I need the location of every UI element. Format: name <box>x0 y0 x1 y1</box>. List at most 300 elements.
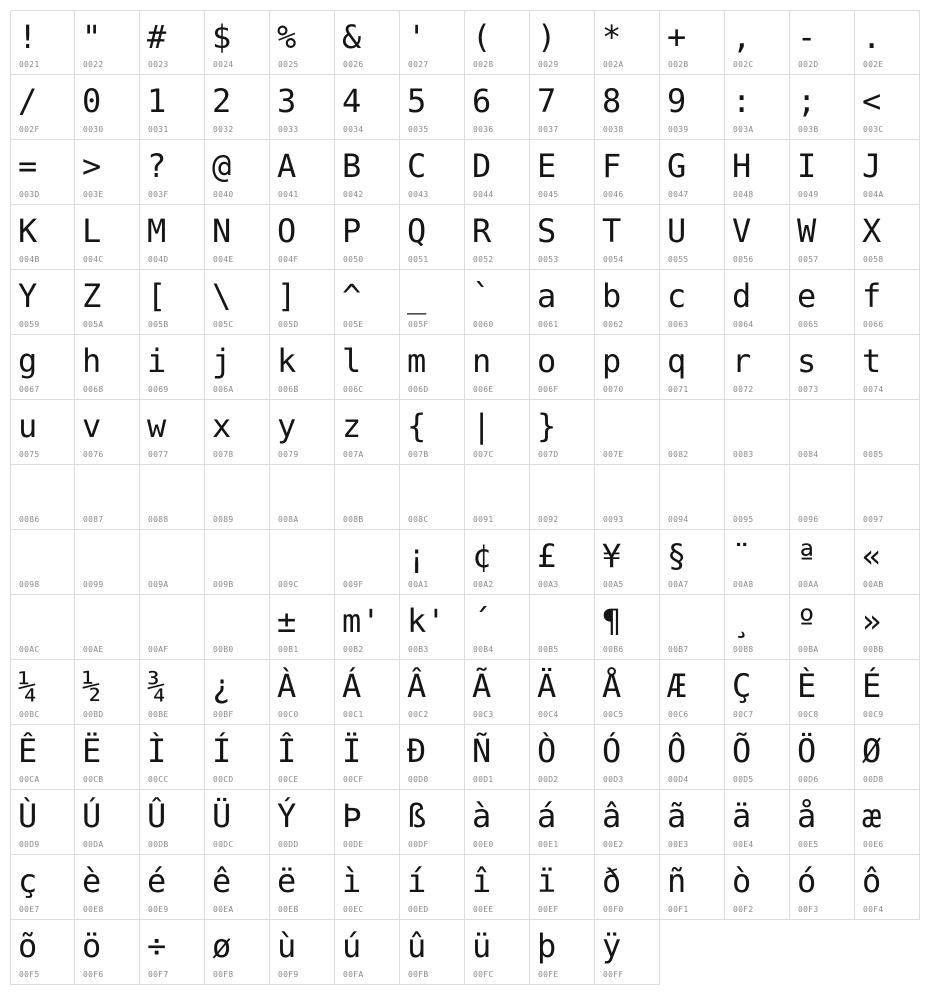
glyph-codepoint-label: 00AF <box>148 645 169 654</box>
glyph-character: Ü <box>212 797 232 835</box>
glyph-codepoint-label: 00C1 <box>343 710 364 719</box>
glyph-character: 9 <box>667 82 687 120</box>
glyph-cell <box>790 335 855 400</box>
glyph-codepoint-label: 0024 <box>213 60 234 69</box>
glyph-cell <box>75 530 140 595</box>
glyph-cell <box>10 920 75 985</box>
glyph-codepoint-label: 00D4 <box>668 775 689 784</box>
glyph-cell <box>140 400 205 465</box>
glyph-codepoint-label: 0073 <box>798 385 819 394</box>
glyph-cell <box>595 400 660 465</box>
glyph-cell <box>660 595 725 660</box>
glyph-codepoint-label: 007C <box>473 450 494 459</box>
glyph-character: f <box>862 277 882 315</box>
glyph-cell <box>790 660 855 725</box>
glyph-cell <box>660 140 725 205</box>
glyph-codepoint-label: 009C <box>278 580 299 589</box>
glyph-character: d <box>732 277 752 315</box>
glyph-character: Á <box>342 667 362 705</box>
glyph-character: 2 <box>212 82 232 120</box>
glyph-codepoint-label: 009B <box>213 580 234 589</box>
glyph-cell <box>855 140 920 205</box>
glyph-cell <box>400 920 465 985</box>
glyph-cell <box>465 465 530 530</box>
glyph-codepoint-label: 00D2 <box>538 775 559 784</box>
glyph-cell <box>335 75 400 140</box>
glyph-cell <box>595 140 660 205</box>
glyph-codepoint-label: 003D <box>19 190 40 199</box>
glyph-character: Ö <box>797 732 817 770</box>
glyph-cell <box>855 205 920 270</box>
glyph-character: R <box>472 212 492 250</box>
glyph-character: Ð <box>407 732 427 770</box>
glyph-character: Ù <box>18 797 38 835</box>
glyph-cell <box>530 75 595 140</box>
glyph-cell <box>790 205 855 270</box>
glyph-character: / <box>18 82 38 120</box>
glyph-cell <box>10 335 75 400</box>
glyph-codepoint-label: 00DF <box>408 840 429 849</box>
glyph-character: Â <box>407 667 427 705</box>
glyph-character: = <box>18 147 38 185</box>
glyph-character: ø <box>212 927 232 965</box>
glyph-character: ù <box>277 927 297 965</box>
glyph-codepoint-label: 00C4 <box>538 710 559 719</box>
glyph-codepoint-label: 00F9 <box>278 970 299 979</box>
glyph-character: $ <box>212 18 232 56</box>
glyph-character: ¡ <box>407 537 427 575</box>
glyph-codepoint-label: 009A <box>148 580 169 589</box>
glyph-codepoint-label: 006C <box>343 385 364 394</box>
glyph-codepoint-label: 00CD <box>213 775 234 784</box>
glyph-codepoint-label: 00D9 <box>19 840 40 849</box>
glyph-character: ü <box>472 927 492 965</box>
glyph-cell <box>335 335 400 400</box>
glyph-cell <box>75 855 140 920</box>
glyph-codepoint-label: 00BC <box>19 710 40 719</box>
glyph-character: Ô <box>667 732 687 770</box>
glyph-codepoint-label: 0069 <box>148 385 169 394</box>
glyph-character: ± <box>277 602 297 640</box>
glyph-cell <box>855 10 920 75</box>
glyph-character: Å <box>602 667 622 705</box>
glyph-character: < <box>862 82 882 120</box>
glyph-codepoint-label: 0070 <box>603 385 624 394</box>
glyph-character: à <box>472 797 492 835</box>
glyph-character: ò <box>732 862 752 900</box>
glyph-codepoint-label: 00B6 <box>603 645 624 654</box>
glyph-cell <box>465 10 530 75</box>
glyph-codepoint-label: 004E <box>213 255 234 264</box>
glyph-codepoint-label: 00EF <box>538 905 559 914</box>
glyph-codepoint-label: 005B <box>148 320 169 329</box>
glyph-cell <box>140 140 205 205</box>
glyph-codepoint-label: 0075 <box>19 450 40 459</box>
glyph-character: À <box>277 667 297 705</box>
glyph-character: ! <box>18 18 38 56</box>
glyph-cell <box>725 855 790 920</box>
glyph-cell <box>270 530 335 595</box>
glyph-codepoint-label: 002C <box>733 60 754 69</box>
glyph-character: è <box>82 862 102 900</box>
glyph-codepoint-label: 004C <box>83 255 104 264</box>
glyph-character: [ <box>147 277 167 315</box>
glyph-character: ] <box>277 277 297 315</box>
glyph-cell <box>595 465 660 530</box>
glyph-codepoint-label: 0049 <box>798 190 819 199</box>
glyph-cell <box>595 335 660 400</box>
glyph-cell <box>660 725 725 790</box>
glyph-codepoint-label: 0057 <box>798 255 819 264</box>
glyph-cell <box>205 465 270 530</box>
glyph-cell <box>10 725 75 790</box>
glyph-character: å <box>797 797 817 835</box>
glyph-cell <box>205 270 270 335</box>
glyph-cell <box>400 205 465 270</box>
glyph-cell <box>855 530 920 595</box>
glyph-cell <box>530 400 595 465</box>
glyph-character: @ <box>212 147 232 185</box>
glyph-codepoint-label: 0032 <box>213 125 234 134</box>
glyph-cell <box>270 465 335 530</box>
glyph-character: G <box>667 147 687 185</box>
glyph-codepoint-label: 0076 <box>83 450 104 459</box>
glyph-cell <box>335 530 400 595</box>
glyph-cell <box>660 530 725 595</box>
glyph-cell <box>660 400 725 465</box>
glyph-cell <box>660 790 725 855</box>
glyph-character: Ì <box>147 732 167 770</box>
glyph-cell <box>205 140 270 205</box>
glyph-cell <box>400 10 465 75</box>
glyph-cell <box>790 270 855 335</box>
glyph-character: b <box>602 277 622 315</box>
glyph-codepoint-label: 003A <box>733 125 754 134</box>
glyph-character: Ã <box>472 667 492 705</box>
glyph-character: H <box>732 147 752 185</box>
glyph-character: p <box>602 342 622 380</box>
glyph-cell <box>205 335 270 400</box>
glyph-character: Ë <box>82 732 102 770</box>
glyph-codepoint-label: 0092 <box>538 515 559 524</box>
glyph-codepoint-label: 00B7 <box>668 645 689 654</box>
glyph-cell <box>595 595 660 660</box>
glyph-codepoint-label: 00B8 <box>733 645 754 654</box>
glyph-character: þ <box>537 927 557 965</box>
glyph-codepoint-label: 006D <box>408 385 429 394</box>
glyph-character: X <box>862 212 882 250</box>
glyph-cell <box>855 725 920 790</box>
glyph-codepoint-label: 00E3 <box>668 840 689 849</box>
glyph-cell <box>660 465 725 530</box>
glyph-codepoint-label: 007B <box>408 450 429 459</box>
glyph-character: k <box>277 342 297 380</box>
glyph-cell <box>335 270 400 335</box>
glyph-character: É <box>862 667 882 705</box>
glyph-character: } <box>537 407 557 445</box>
glyph-codepoint-label: 0026 <box>343 60 364 69</box>
glyph-codepoint-label: 0023 <box>148 60 169 69</box>
glyph-cell <box>595 270 660 335</box>
glyph-cell <box>75 920 140 985</box>
glyph-character: J <box>862 147 882 185</box>
glyph-character: : <box>732 82 752 120</box>
glyph-cell <box>530 335 595 400</box>
glyph-character: U <box>667 212 687 250</box>
glyph-cell <box>10 790 75 855</box>
glyph-cell <box>270 660 335 725</box>
glyph-character: _ <box>407 277 427 315</box>
glyph-codepoint-label: 0066 <box>863 320 884 329</box>
glyph-codepoint-label: 00B2 <box>343 645 364 654</box>
glyph-codepoint-label: 0037 <box>538 125 559 134</box>
glyph-cell <box>10 400 75 465</box>
glyph-codepoint-label: 0065 <box>798 320 819 329</box>
glyph-character: ô <box>862 862 882 900</box>
glyph-character: & <box>342 18 362 56</box>
glyph-codepoint-label: 00BD <box>83 710 104 719</box>
glyph-codepoint-label: 00DA <box>83 840 104 849</box>
glyph-character: o <box>537 342 557 380</box>
glyph-cell <box>335 660 400 725</box>
glyph-codepoint-label: 0068 <box>83 385 104 394</box>
glyph-codepoint-label: 00E6 <box>863 840 884 849</box>
glyph-codepoint-label: 00C7 <box>733 710 754 719</box>
glyph-cell <box>400 660 465 725</box>
glyph-codepoint-label: 00A5 <box>603 580 624 589</box>
glyph-cell <box>790 465 855 530</box>
glyph-codepoint-label: 00B0 <box>213 645 234 654</box>
glyph-codepoint-label: 00A3 <box>538 580 559 589</box>
glyph-codepoint-label: 00B1 <box>278 645 299 654</box>
glyph-character: Û <box>147 797 167 835</box>
glyph-character: ´ <box>472 602 492 640</box>
glyph-codepoint-label: 0084 <box>798 450 819 459</box>
glyph-character: 1 <box>147 82 167 120</box>
glyph-character: t <box>862 342 882 380</box>
glyph-character: ç <box>18 862 38 900</box>
glyph-cell <box>270 855 335 920</box>
glyph-character: S <box>537 212 557 250</box>
glyph-codepoint-label: 0071 <box>668 385 689 394</box>
glyph-codepoint-label: 0052 <box>473 255 494 264</box>
glyph-cell <box>270 595 335 660</box>
glyph-codepoint-label: 0063 <box>668 320 689 329</box>
glyph-codepoint-label: 00FB <box>408 970 429 979</box>
glyph-codepoint-label: 00FC <box>473 970 494 979</box>
glyph-character: Ç <box>732 667 752 705</box>
glyph-character: ¾ <box>147 667 167 705</box>
glyph-character: s <box>797 342 817 380</box>
glyph-cell <box>335 595 400 660</box>
glyph-cell <box>75 205 140 270</box>
glyph-codepoint-label: 0046 <box>603 190 624 199</box>
glyph-codepoint-label: 0079 <box>278 450 299 459</box>
glyph-cell <box>790 855 855 920</box>
glyph-cell <box>855 595 920 660</box>
glyph-character: « <box>862 537 882 575</box>
glyph-cell <box>270 75 335 140</box>
glyph-codepoint-label: 008C <box>408 515 429 524</box>
glyph-cell <box>855 270 920 335</box>
glyph-codepoint-label: 006E <box>473 385 494 394</box>
glyph-cell <box>660 660 725 725</box>
glyph-character: ö <box>82 927 102 965</box>
glyph-character: w <box>147 407 167 445</box>
glyph-character: Þ <box>342 797 362 835</box>
glyph-character: T <box>602 212 622 250</box>
glyph-cell <box>725 725 790 790</box>
glyph-codepoint-label: 004A <box>863 190 884 199</box>
glyph-cell <box>400 75 465 140</box>
glyph-cell <box>855 855 920 920</box>
glyph-character: ¥ <box>602 537 622 575</box>
glyph-character: Ú <box>82 797 102 835</box>
glyph-cell <box>595 725 660 790</box>
glyph-codepoint-label: 00A8 <box>733 580 754 589</box>
glyph-cell <box>465 855 530 920</box>
glyph-cell <box>855 465 920 530</box>
glyph-cell <box>465 335 530 400</box>
glyph-character: ÷ <box>147 927 167 965</box>
glyph-character: . <box>862 18 882 56</box>
glyph-character: - <box>797 18 817 56</box>
glyph-character: § <box>667 537 687 575</box>
glyph-codepoint-label: 00EE <box>473 905 494 914</box>
glyph-character: r <box>732 342 752 380</box>
glyph-cell <box>75 140 140 205</box>
glyph-character: > <box>82 147 102 185</box>
glyph-codepoint-label: 00F4 <box>863 905 884 914</box>
glyph-codepoint-label: 00C9 <box>863 710 884 719</box>
glyph-character: P <box>342 212 362 250</box>
glyph-codepoint-label: 0027 <box>408 60 429 69</box>
glyph-cell <box>725 10 790 75</box>
glyph-codepoint-label: 00CF <box>343 775 364 784</box>
glyph-cell <box>400 140 465 205</box>
glyph-character: Ê <box>18 732 38 770</box>
glyph-codepoint-label: 0086 <box>19 515 40 524</box>
glyph-codepoint-label: 0097 <box>863 515 884 524</box>
glyph-character: n <box>472 342 492 380</box>
glyph-cell <box>205 660 270 725</box>
glyph-cell <box>400 790 465 855</box>
glyph-cell <box>465 790 530 855</box>
glyph-cell <box>75 10 140 75</box>
glyph-cell <box>465 75 530 140</box>
glyph-codepoint-label: 00E7 <box>19 905 40 914</box>
glyph-character: ¸ <box>732 602 752 640</box>
glyph-cell <box>140 10 205 75</box>
glyph-character: v <box>82 407 102 445</box>
glyph-codepoint-label: 00C8 <box>798 710 819 719</box>
glyph-character: ª <box>797 537 817 575</box>
glyph-character: ¼ <box>18 667 38 705</box>
glyph-codepoint-label: 0096 <box>798 515 819 524</box>
glyph-character: z <box>342 407 362 445</box>
glyph-cell <box>595 10 660 75</box>
glyph-character: 6 <box>472 82 492 120</box>
glyph-character: ð <box>602 862 622 900</box>
glyph-codepoint-label: 0021 <box>19 60 40 69</box>
glyph-character: Ñ <box>472 732 492 770</box>
glyph-cell <box>595 205 660 270</box>
glyph-codepoint-label: 005C <box>213 320 234 329</box>
glyph-codepoint-label: 0095 <box>733 515 754 524</box>
glyph-codepoint-label: 00DB <box>148 840 169 849</box>
glyph-cell <box>10 530 75 595</box>
glyph-character: m <box>407 342 427 380</box>
glyph-codepoint-label: 00E0 <box>473 840 494 849</box>
glyph-codepoint-label: 005F <box>408 320 429 329</box>
glyph-character: ó <box>797 862 817 900</box>
glyph-cell <box>725 790 790 855</box>
glyph-codepoint-label: 0050 <box>343 255 364 264</box>
glyph-codepoint-label: 00D5 <box>733 775 754 784</box>
glyph-codepoint-label: 00EC <box>343 905 364 914</box>
glyph-cell <box>530 140 595 205</box>
glyph-character: é <box>147 862 167 900</box>
glyph-cell <box>270 205 335 270</box>
glyph-codepoint-label: 0088 <box>148 515 169 524</box>
glyph-cell <box>465 205 530 270</box>
glyph-cell <box>855 75 920 140</box>
glyph-character: y <box>277 407 297 445</box>
glyph-codepoint-label: 0053 <box>538 255 559 264</box>
glyph-cell <box>140 335 205 400</box>
glyph-codepoint-label: 0099 <box>83 580 104 589</box>
glyph-character: ú <box>342 927 362 965</box>
glyph-cell <box>270 920 335 985</box>
glyph-cell <box>725 400 790 465</box>
glyph-codepoint-label: 00FF <box>603 970 624 979</box>
glyph-character: { <box>407 407 427 445</box>
glyph-grid <box>10 10 920 985</box>
glyph-character: ` <box>472 277 492 315</box>
glyph-character: » <box>862 602 882 640</box>
glyph-character: I <box>797 147 817 185</box>
glyph-cell <box>10 855 75 920</box>
glyph-codepoint-label: 00F5 <box>19 970 40 979</box>
glyph-cell <box>465 725 530 790</box>
glyph-character: \ <box>212 277 232 315</box>
glyph-cell <box>725 205 790 270</box>
glyph-cell <box>465 270 530 335</box>
glyph-codepoint-label: 006A <box>213 385 234 394</box>
glyph-character: Ä <box>537 667 557 705</box>
glyph-codepoint-label: 0062 <box>603 320 624 329</box>
glyph-cell <box>10 10 75 75</box>
glyph-character: c <box>667 277 687 315</box>
glyph-cell <box>205 10 270 75</box>
glyph-cell <box>530 855 595 920</box>
glyph-cell <box>140 205 205 270</box>
glyph-cell <box>855 400 920 465</box>
glyph-cell <box>530 920 595 985</box>
glyph-codepoint-label: 00FE <box>538 970 559 979</box>
glyph-cell <box>725 465 790 530</box>
glyph-codepoint-label: 005E <box>343 320 364 329</box>
glyph-codepoint-label: 0064 <box>733 320 754 329</box>
glyph-character: A <box>277 147 297 185</box>
glyph-cell <box>530 530 595 595</box>
glyph-codepoint-label: 00B5 <box>538 645 559 654</box>
glyph-codepoint-label: 003E <box>83 190 104 199</box>
glyph-codepoint-label: 00DE <box>343 840 364 849</box>
glyph-character: l <box>342 342 362 380</box>
glyph-codepoint-label: 00DC <box>213 840 234 849</box>
glyph-character: â <box>602 797 622 835</box>
